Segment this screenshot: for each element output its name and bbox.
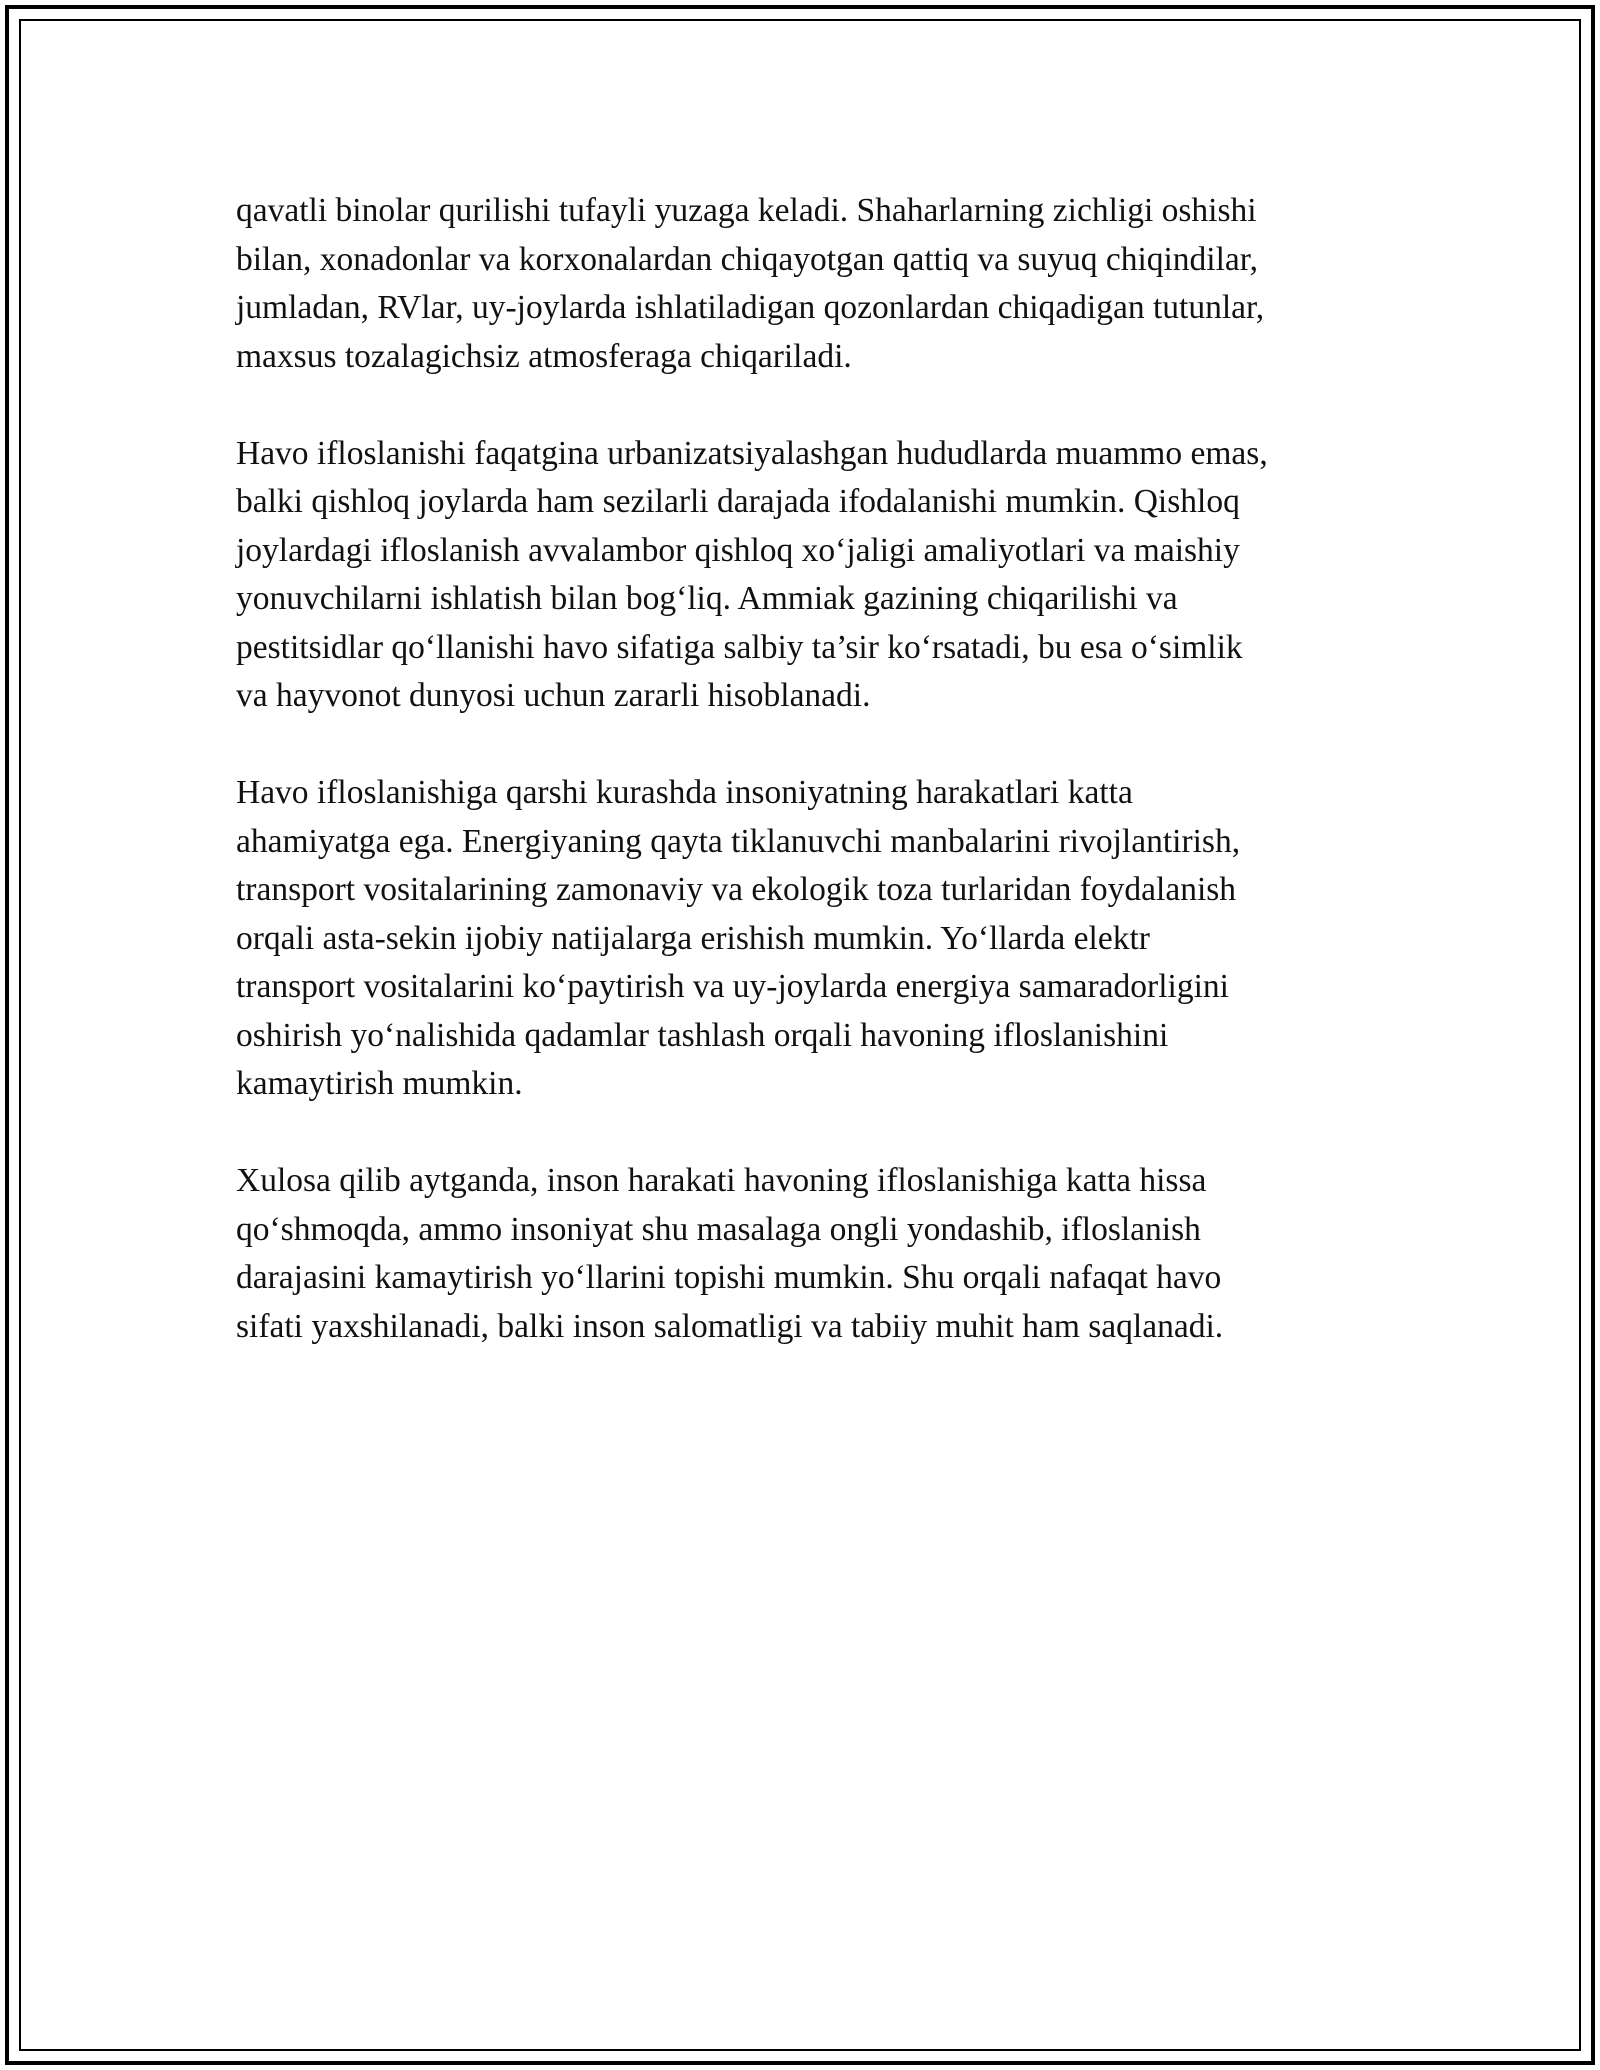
document-body [236,187,1386,1400]
paragraph-2: Havo ifloslanishi faqatgina urbanizatsiyalashgan hududlarda muammo emas, balki qishloq joylarda ham sezilarli darajada ifodalanishi mumkin. Qishloq joylardagi ifloslanish avvalambor qishloq xo‘jaligi amaliyotlari va maishiy yonuvchilarni ishlatish bilan bog‘liq. Ammiak gazining chiqarilishi va pestitsidlar qo‘llanishi havo sifatiga salbiy ta’sir ko‘rsatadi, bu esa o‘simlik va hayvonot dunyosi uchun zararli hisoblanadi. [236,434,1268,714]
paragraph-1: qavatli binolar qurilishi tufayli yuzaga keladi. Shaharlarning zichligi oshishi bilan, xonadonlar va korxonalardan chiqayotgan qattiq va suyuq chiqindilar, jumladan, RVlar, uy-joylarda ishlatiladigan qozonlardan chiqadigan tutunlar, maxsus tozalagichsiz atmosferaga chiqariladi. [236,192,1265,375]
paragraph-3: Havo ifloslanishiga qarshi kurashda insoniyatning harakatlari katta ahamiyatga ega. Energiyaning qayta tiklanuvchi manbalarini rivojlantirish, transport vositalarining zamonaviy va ekologik toza turlaridan foydalanish orqali asta-sekin ijobiy natijalarga erishish mumkin. Yo‘llarda elektr transport vositalarini ko‘paytirish va uy-joylarda energiya samaradorligini oshirish yo‘nalishida qadamlar tashlash orqali havoning ifloslanishini kamaytirish mumkin. [236,774,1241,1102]
paragraph-4: Xulosa qilib aytganda, inson harakati havoning ifloslanishiga katta hissa qo‘shmoqda, ammo insoniyat shu masalaga ongli yondashib, ifloslanish darajasini kamaytirish yo‘llarini topishi mumkin. Shu orqali nafaqat havo sifati yaxshilanadi, balki inson salomatligi va tabiiy muhit ham saqlanadi. [236,1162,1224,1345]
